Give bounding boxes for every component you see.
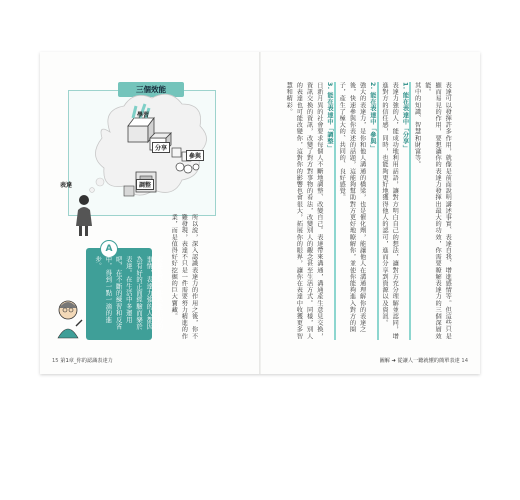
section1-lead: 其中的知識、智慧和財富等。 xyxy=(413,82,421,168)
section1-text: 表達力強的人，能成功地利用話語，讓對方明白自己的想法，讓對方充分理解並認同，增進對方的信任感，同時，也能夠更好地獲得他人的認可，進而分享到資源以及資訊。 xyxy=(381,82,399,340)
figure-illustration xyxy=(40,52,259,252)
callout-badge: A xyxy=(100,240,118,258)
label-learn: 學習 xyxy=(137,112,150,119)
left-paragraph: 所以說，深入認識表達力的作用之後，你不難發現，表達不只是一件需要努力精進的作業，而是值得好好挖掘的巨大寶藏。 xyxy=(170,214,198,340)
right-body-text xyxy=(283,82,452,340)
reader-avatar-icon xyxy=(54,298,86,340)
label-adjust: 調整 xyxy=(136,179,154,190)
right-footer xyxy=(379,357,468,364)
left-footer xyxy=(52,357,113,364)
right-chapter-label: 圖解 ➜ 從讓人一聽就懂的簡單表達 xyxy=(379,358,460,364)
label-participate: 參與 xyxy=(186,150,204,161)
intro-paragraph: 表達可以發揮許多作用，就像是前面說明講述事實、表達自我、增進感情等。但這些只是顯而易見的作用，要想讓你的表達力發揮出最大的功效，你需要瞭解表達力的三個深層效能。 xyxy=(423,82,452,340)
thought-dot-large xyxy=(96,178,104,186)
figure-title: 三個效能 xyxy=(118,82,184,97)
label-express: 表達 xyxy=(60,182,73,189)
book-spread xyxy=(40,52,480,374)
callout-text: 表達也是一件熟能生巧的事情，表達力強的人都因為有好的正面經驗而樂於表達。在生活中多運用吧，在不斷的練習和反省中，得到一點一滴的進步。 xyxy=(94,256,163,330)
section2-text: 強大的表達力，是你和他人溝通的橋梁，也是催化劑，能讓他人在溝通理解你的表達之後，快速參與你表述的話題，這能夠幫助對方更好地瞭解你，並使你能夠進入對方的圈子，產生了極大的、共同的、良好感覺。 xyxy=(338,82,366,333)
left-page-number: 15 xyxy=(52,358,59,364)
right-page-number: 14 xyxy=(461,358,468,364)
right-page xyxy=(261,52,480,374)
section3-text: 日新月異的社會要求每個人不斷地調整、改變自己。表達帶來溝通，溝通產生意見交換，資訊交換的資訊，改變了對方對事物的看法，改變別人的觀念甚至生活方式。同樣，別人的表達也可能改變你，這對你的影響也會很大，拓展你的眼界，讓你在表達中收獲更多智慧和精彩。 xyxy=(285,82,323,340)
section1-heading: 1. 能在表達中「分享」 xyxy=(399,82,411,340)
thought-dot-small xyxy=(90,188,95,193)
section3-heading: 3. 能在表達中「調整」 xyxy=(324,82,336,340)
left-page xyxy=(40,52,259,374)
left-body-text xyxy=(168,214,199,342)
speaker-figure xyxy=(76,195,92,236)
callout xyxy=(60,244,163,340)
section2-heading: 2. 能在表達中「參與」 xyxy=(367,82,379,340)
left-chapter-label: 第1章_你的認識表達力 xyxy=(60,358,113,364)
label-share: 分享 xyxy=(152,142,170,153)
